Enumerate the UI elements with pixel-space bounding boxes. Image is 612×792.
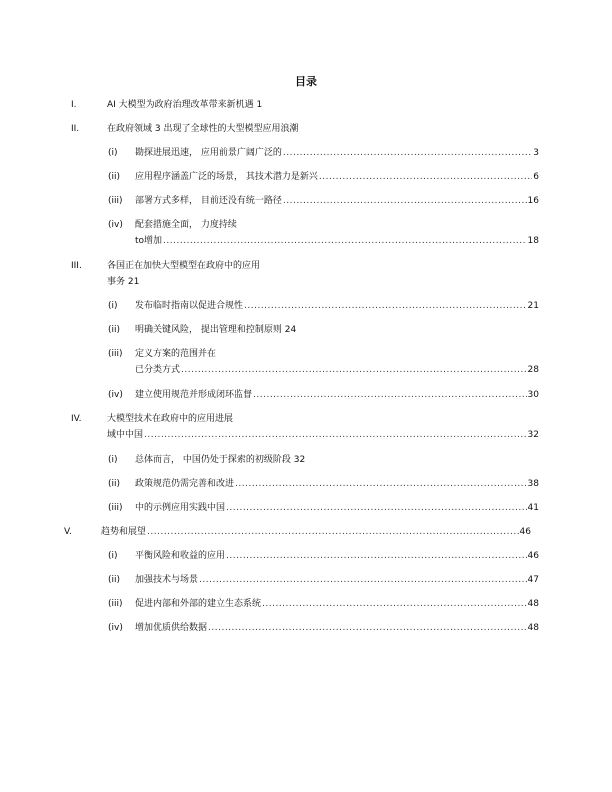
page-number: 47 [527, 575, 539, 585]
toc-entry-3-3[interactable] [0, 348, 612, 376]
entry-title: 加强技术与场景 [135, 575, 199, 585]
page-number: 38 [527, 479, 539, 489]
page-number: 3 [533, 148, 539, 158]
toc-entry-5[interactable] [0, 526, 612, 539]
entry-number: IV. [71, 414, 82, 424]
entry-title-line-1: 各国正在加快大型模型在政府中的应用 [107, 261, 261, 271]
toc-entry-3-2[interactable] [0, 324, 612, 337]
page-number: 6 [533, 172, 539, 182]
page-number: 16 [527, 196, 539, 206]
dot-leader [181, 364, 527, 377]
toc-entry-4-2[interactable] [0, 478, 612, 491]
toc-entry-5-1[interactable] [0, 550, 612, 563]
toc-entry-3-4[interactable] [0, 389, 612, 402]
entry-title: 勘探进展迅速， 应用前景广阔广泛的 [135, 148, 282, 158]
toc-entry-2-4[interactable] [0, 219, 612, 247]
page-number: 41 [527, 503, 539, 513]
toc-title: 目录 [295, 75, 317, 88]
dot-leader [144, 429, 527, 442]
toc-entry-4[interactable] [0, 413, 612, 441]
entry-number: (ii) [108, 325, 121, 335]
page-number: 48 [527, 599, 539, 609]
entry-number: III. [71, 261, 82, 271]
entry-title: AI 大模型为政府治理改革带来新机遇 1 [107, 100, 263, 110]
dot-leader [208, 622, 527, 635]
entry-title-line-1: 配套措施全面， 力度持续 [135, 220, 237, 230]
entry-title: 中的示例应用实践中国 [135, 503, 226, 513]
entry-number: (iv) [108, 390, 123, 400]
entry-title: 平衡风险和收益的应用 [135, 551, 226, 561]
entry-number: (iii) [108, 599, 123, 609]
entry-title-line-2: 已分类方式 [135, 365, 181, 375]
dot-leader [199, 574, 527, 587]
toc-entry-1[interactable] [0, 99, 612, 112]
toc-entry-2-1[interactable] [0, 147, 612, 160]
entry-title-line-2: to增加 [135, 236, 163, 246]
dot-leader [147, 526, 519, 539]
dot-leader [283, 147, 532, 160]
entry-number: (ii) [108, 172, 121, 182]
entry-title-line-2: 域中中国 [107, 430, 144, 440]
page-number: 18 [527, 236, 539, 246]
entry-number: (iii) [108, 196, 123, 206]
page-number: 46 [519, 527, 531, 537]
page-number: 21 [527, 301, 539, 311]
entry-number: (iv) [108, 623, 123, 633]
entry-number: (iii) [108, 349, 123, 359]
entry-title-line-1: 大模型技术在政府中的应用进展 [107, 414, 234, 424]
entry-number: (i) [108, 551, 118, 561]
entry-title: 部署方式多样， 目前还没有统一路径 [135, 196, 282, 206]
toc-entry-5-3[interactable] [0, 598, 612, 611]
page-number: 32 [527, 430, 539, 440]
entry-number: I. [71, 100, 77, 110]
entry-title: 建立使用规范并形成闭环监督 [135, 390, 253, 400]
toc-entry-3[interactable] [0, 260, 612, 288]
dot-leader [283, 195, 527, 208]
entry-number: (iii) [108, 503, 123, 513]
page-number: 30 [527, 390, 539, 400]
toc-entry-2[interactable] [0, 123, 612, 136]
entry-number: (i) [108, 455, 118, 465]
entry-title: 促进内部和外部的建立生态系统 [135, 599, 262, 609]
entry-number: (ii) [108, 479, 121, 489]
toc-entry-5-4[interactable] [0, 622, 612, 635]
entry-number: (i) [108, 301, 118, 311]
dot-leader [253, 389, 527, 402]
toc-entry-5-2[interactable] [0, 574, 612, 587]
page-number: 28 [527, 365, 539, 375]
toc-entry-4-3[interactable] [0, 502, 612, 515]
entry-title: 发布临时指南以促进合规性 [135, 301, 244, 311]
entry-title: 应用程序涵盖广泛的场景， 其技术潜力是新兴 [135, 172, 318, 182]
entry-number: (ii) [108, 575, 121, 585]
page-number: 48 [527, 623, 539, 633]
dot-leader [319, 171, 532, 184]
dot-leader [226, 550, 527, 563]
toc-entry-2-3[interactable] [0, 195, 612, 208]
entry-number: (i) [108, 148, 118, 158]
toc-entry-4-1[interactable] [0, 454, 612, 467]
entry-title: 在政府领域 3 出现了全球性的大型模型应用浪潮 [107, 124, 299, 134]
entry-number: V. [64, 527, 72, 537]
entry-title-line-2: 事务 21 [107, 277, 140, 287]
toc-entry-3-1[interactable] [0, 300, 612, 313]
dot-leader [235, 478, 527, 491]
entry-title: 总体而言， 中国仍处于探索的初级阶段 32 [135, 455, 306, 465]
dot-leader [244, 300, 527, 313]
entry-title: 增加优质供给数据 [135, 623, 208, 633]
dot-leader [262, 598, 527, 611]
toc-entry-2-2[interactable] [0, 171, 612, 184]
entry-number: II. [71, 124, 80, 134]
dot-leader [226, 502, 527, 515]
entry-title-line-1: 定义方案的范围并在 [135, 349, 217, 359]
entry-title: 明确关键风险， 提出管理和控制原则 24 [135, 325, 297, 335]
entry-title: 趋势和展望 [101, 527, 147, 537]
entry-number: (iv) [108, 220, 123, 230]
dot-leader [163, 235, 527, 248]
entry-title: 政策规范仍需完善和改进 [135, 479, 235, 489]
page-number: 46 [527, 551, 539, 561]
